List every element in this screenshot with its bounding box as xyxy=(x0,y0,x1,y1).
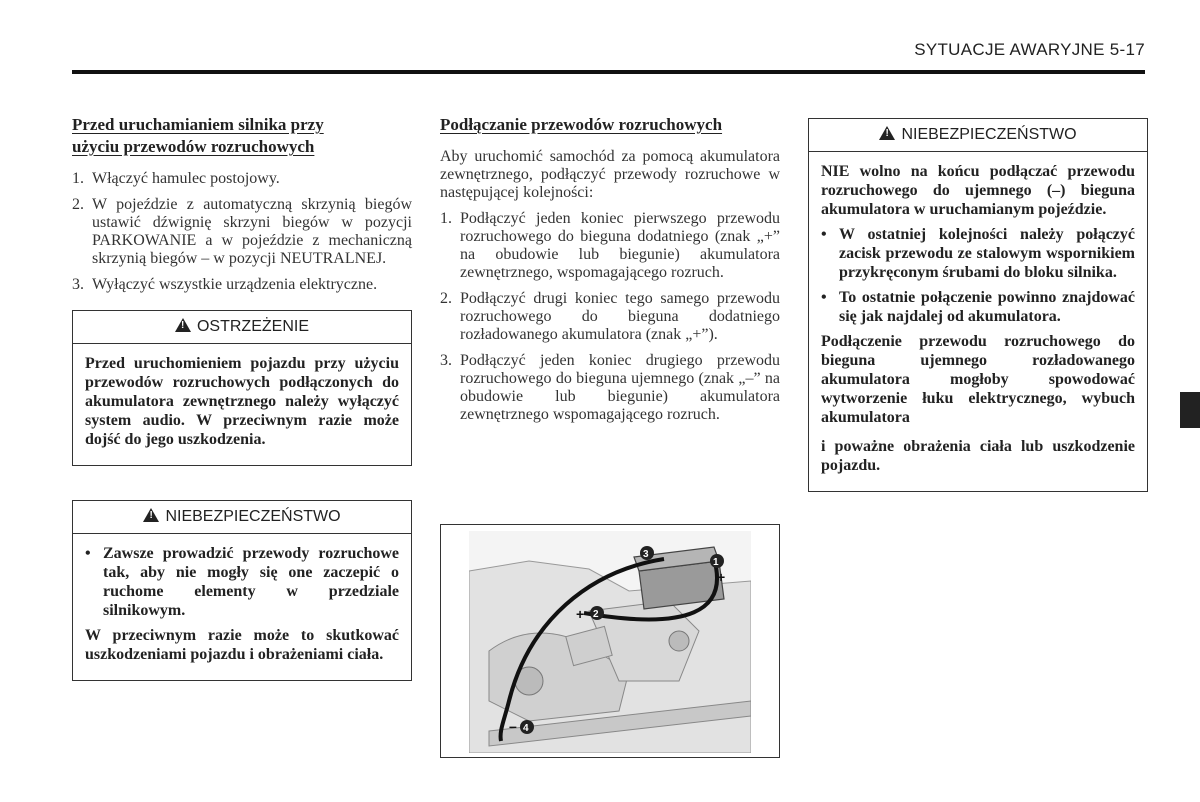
warning-triangle-icon xyxy=(143,508,159,522)
jump-start-illustration xyxy=(440,524,780,758)
step-number: 1. xyxy=(440,210,452,227)
step-number: 3. xyxy=(72,276,84,293)
danger-box-right xyxy=(808,118,1148,492)
danger-bullet: • To ostatnie połączenie powinno znajdować się jak najdalej od akumulatora. xyxy=(821,289,1135,325)
danger-bullet-text: W ostatniej kolejności należy połączyć zacisk przewodu ze stalowym wspornikiem przykręconym śrubami do bloku silnika. xyxy=(839,226,1135,281)
battery-plus-sign: + xyxy=(717,569,726,585)
list-item xyxy=(440,352,780,424)
list-item xyxy=(72,170,412,188)
chapter-tab-marker xyxy=(1180,392,1200,428)
step-text: Włączyć hamulec postojowy. xyxy=(92,170,280,187)
danger-title-text: NIEBEZPIECZEŃSTWO xyxy=(901,126,1077,143)
step-text: Wyłączyć wszystkie urządzenia elektryczne. xyxy=(92,276,378,293)
danger-intro: NIE wolno na końcu podłączać przewodu rozruchowego do ujemnego (–) bieguna akumulatora w uruchamianym pojeździe. xyxy=(821,163,1135,218)
callout-4-label: 4 xyxy=(523,723,529,734)
right-column xyxy=(808,118,1148,492)
heading-line-2: użyciu przewodów rozruchowych xyxy=(72,137,315,156)
danger-box-left xyxy=(72,500,412,681)
heading-line-1: Przed uruchamianiem silnika przy xyxy=(72,115,324,134)
header-rule xyxy=(72,70,1145,74)
danger-title xyxy=(73,501,411,534)
battery-minus-sign: – xyxy=(650,551,658,567)
step-number: 3. xyxy=(440,352,452,369)
step-number: 1. xyxy=(72,170,84,187)
warning-triangle-icon xyxy=(175,318,191,332)
intro-paragraph: Aby uruchomić samochód za pomocą akumulatora zewnętrznego, podłączyć przewody rozruchowe w następującej kolejności: xyxy=(440,148,780,201)
list-item xyxy=(440,290,780,344)
step-text: Podłączyć jeden koniec drugiego przewodu rozruchowego do bieguna ujemnego (znak „–” na obudowie lub biegunie) akumulatora zewnętrznego wspomagającego rozruch. xyxy=(460,352,780,423)
callout-1-label: 1 xyxy=(713,557,719,568)
callout-3-label: 3 xyxy=(643,549,649,560)
heading-text: Podłączanie przewodów rozruchowych xyxy=(440,115,723,134)
engine-bay-drawing xyxy=(469,531,751,753)
preparation-steps-list xyxy=(72,170,412,294)
step-number: 2. xyxy=(440,290,452,307)
danger-title xyxy=(809,119,1147,152)
warning-box xyxy=(72,310,412,466)
step-text: Podłączyć drugi koniec tego samego przewodu rozruchowego do bieguna dodatniego rozładowanego akumulatora (znak „+”). xyxy=(460,290,780,343)
danger-paragraph: Podłączenie przewodu rozruchowego do bieguna ujemnego rozładowanego akumulatora mogłoby spowodować wytworzenie łuku elektrycznego, wybuch akumulatora xyxy=(821,333,1135,426)
danger-paragraph: i poważne obrażenia ciała lub uszkodzenie pojazdu. xyxy=(821,438,1135,474)
connection-steps-list xyxy=(440,210,780,424)
list-item xyxy=(72,276,412,294)
dead-battery-plus-sign: + xyxy=(576,606,585,622)
step-text: W pojeździe z automatyczną skrzynią biegów ustawić dźwignię skrzyni biegów w pozycji PARKOWANIE a w pojeździe z mechaniczną skrzynią biegów – w pozycji NEUTRALNEJ. xyxy=(92,196,412,267)
danger-text: W przeciwnym razie może to skutkować uszkodzeniami pojazdu i obrażeniami ciała. xyxy=(85,627,399,663)
list-item xyxy=(440,210,780,282)
left-column xyxy=(72,114,412,681)
page-header-title: SYTUACJE AWARYJNE 5-17 xyxy=(914,40,1145,59)
section-heading-jumper-cables xyxy=(440,114,780,136)
danger-bullet-text: To ostatnie połączenie powinno znajdować się jak najdalej od akumulatora. xyxy=(839,289,1135,325)
warning-title-text: OSTRZEŻENIE xyxy=(196,318,309,335)
danger-title-text: NIEBEZPIECZEŃSTWO xyxy=(165,508,341,525)
step-text: Podłączyć jeden koniec pierwszego przewodu rozruchowego do bieguna dodatniego (znak „+” na obudowie lub biegunie) akumulatora zewnętrznego, wspomagającego rozruch. xyxy=(460,210,780,281)
ground-minus-sign: – xyxy=(509,718,517,734)
warning-title xyxy=(73,311,411,344)
callout-2-label: 2 xyxy=(593,609,599,620)
warning-triangle-icon xyxy=(879,126,895,140)
danger-bullet: • Zawsze prowadzić przewody rozruchowe tak, aby nie mogły się one zaczepić o ruchome elementy w przedziale silnikowym. xyxy=(85,545,399,619)
danger-bullet: • W ostatniej kolejności należy połączyć zacisk przewodu ze stalowym wspornikiem przykręconym śrubami do bloku silnika. xyxy=(821,226,1135,281)
middle-column xyxy=(440,114,780,432)
list-item xyxy=(72,196,412,268)
danger-bullet-text: Zawsze prowadzić przewody rozruchowe tak, aby nie mogły się one zaczepić o ruchome elementy w przedziale silnikowym. xyxy=(103,545,399,619)
step-number: 2. xyxy=(72,196,84,213)
warning-text: Przed uruchomieniem pojazdu przy użyciu przewodów rozruchowych podłączonych do akumulatora zewnętrznego należy wyłączyć system audio. W przeciwnym razie może dojść do jego uszkodzenia. xyxy=(85,355,399,448)
section-heading-before-start xyxy=(72,114,412,158)
